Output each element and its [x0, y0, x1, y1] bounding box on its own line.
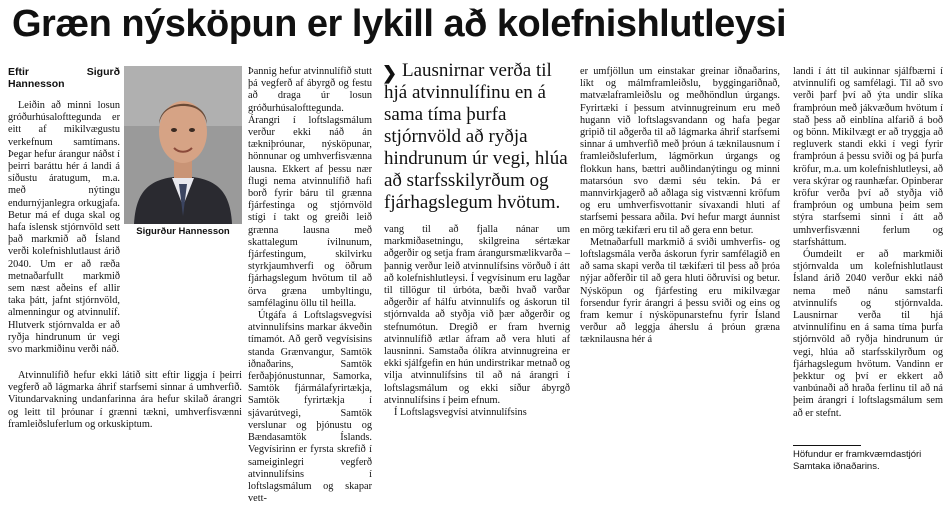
author-photo — [124, 66, 242, 224]
column-1-body — [8, 100, 120, 356]
quote-marker-icon: ❯ — [382, 63, 398, 83]
author-note: Höfundur er framkvæmdastjóri Samtaka iðnaðarins. — [793, 449, 922, 472]
pull-quote — [384, 60, 570, 214]
paragraph: Útgáfa á Loftslagsvegvísi atvinnulífsins markar ákveðin tímamót. Að gerð vegvísisins standa Grænvangur, Samtök iðnaðarins, Samtök ferðaþjónustunnar, Samorka, Samtök fjármálafyrirtækja, Samtök fyrirtækja í sjávarútvegi, Samtök verslunar og þjónustu og Bændasamtök Íslands. Vegvísirinn er fyrsta skrefið í sameiginlegri vegferð atvinnulífsins í loftslagsmálum og skapar vett- — [248, 310, 372, 505]
column-1-lower — [8, 370, 242, 431]
column-1 — [8, 66, 120, 97]
paragraph: Atvinnulífið hefur ekki látið sitt eftir liggja í þeirri vegferð að lágmarka áhrif starfsemi sinnar á umhverfið. Vitundarvakning undanfarinna ára hefur skilað árangri og leitt til þróunar í grænni tækni, umhverfisvænni framleiðsluferlum og orkuskiptum. — [8, 370, 242, 430]
paragraph: Þannig hefur atvinnulífið stutt þá vegferð af ábyrgð og festu að draga úr losun gróðurhúsalofttegunda. Árangri í loftslagsmálum verður ekki náð án tækniþróunar, nýsköpunar, hönnunar og umhverfisvænna lausna. Ekkert af þessu nær flugi nema atvinnulífið hafi borð fyrir báru til grænna fjárfestinga og stjórnvöld stígi í takt og greiði leið grænna lausna með skattalegum ívilnunum, fjárfestingum, skilvirku styrkjaumhverfi og öðrum fjárhagslegum hvötum til að örva græna umbyltingu, samfélaginu öllu til heilla. — [248, 66, 372, 309]
paragraph: Í Loftslagsvegvísi atvinnulífsins — [394, 407, 527, 419]
footer-divider — [793, 445, 861, 446]
column-5 — [793, 66, 943, 420]
portrait-image — [124, 66, 242, 224]
column-3 — [384, 224, 570, 419]
photo-caption: Sigurður Hannesson — [136, 226, 230, 237]
headline: Græn nýsköpun er lykill að kolefnishlutleysi — [12, 3, 787, 45]
pull-quote-text: Lausnirnar verða til hjá atvinnulífinu en á sama tíma þurfa stjórnvöld að ryðja hindrunum úr vegi, hlúa að starfsskilyrðum og fjárhagslegum hvötum. — [384, 60, 568, 213]
column-4 — [580, 66, 780, 347]
paragraph: er umfjöllun um einstakar greinar iðnaðarins, líkt og málmframleiðslu, byggingariðnað, matvælaframleiðslu og meðhöndlun úrgangs. Fyrirtæki í þessum atvinnugreinum eru með hugann við loftslagsvandann og hafa þegar gripið til aðgerða til að lágmarka áhrif starfsemi sinnar á umhverfið með þróun á tæknilausnum í framleiðsluferlum, lágmörkun úrgangs og flokkun hans, bættri auðlindanýtingu og minni matarsóun svo dæmi séu tekin. Þá er mannvirkjagerð að aðlaga sig vistvænni kröfum og eru umhverfisvottanir sívaxandi hluti af starfsemi þessara aðila. Því hefur margt áunnist en mörg tækifæri eru til að gera enn betur. — [580, 66, 780, 236]
paragraph: landi í átt til aukinnar sjálfbærni í atvinnulífi og samfélagi. Til að svo verði þarf því að ýta undir slíka framþróun með jákvæðum hvötum í stað þess að einblína alfarið á boð og bönn. Mikilvægt er að tryggja að regluverk standi ekki í vegi fyrir framþróun á þessu sviði og þá þurfa kröfur, m.a. um kolefnishlutleysi, að vera skýrar og raunhæfar. Opinberar kröfur verða því að styðja við framþróun og umbuna þeim sem stýra starfsemi sinni í átt að umhverfisvænni ferlum og starfsháttum. — [793, 66, 944, 248]
paragraph: Leiðin að minni losun gróðurhúsalofttegunda er eitt af mikilvægustu verkefnum samtímans. Þegar hefur árangur náðst í þeirri baráttu hér á landi á síðustu áratugum, m.a. með nýtingu endurnýjanlegra orkugjafa. Betur má ef duga skal og hafa íslensk stjórnvöld sett það markmið að Ísland verði kolefnishlutlaust árið 2040. Um er að ræða metnaðarfullt markmið sem næst aðeins ef allir taka þátt, jafnt stjórnvöld, almenningur og atvinnulíf. Hlutverk stjórnvalda er að ryðja hindrunum úr vegi svo markmiðinu verði náð. — [8, 100, 120, 356]
paragraph: vang til að fjalla nánar um markmiðasetningu, skilgreina sértækar aðgerðir og setja fram árangursmælikvarða – þannig verður leið atvinnulífsins vörðuð í átt að kolefnishlutleysi. Í vegvísinum eru lagðar til tillögur til úrbóta, bæði hvað varðar aðgerðir af hálfu atvinnulífs og áskorun til stjórnvalda að styðja við þær aðgerðir og stefnumótun. Dregið er fram hvernig atvinnulífið ætlar áfram að vera hluti af lausninni. Samstaða ólíkra atvinnugreina er ekki sjálfgefin en hún undirstrikar metnað og vilja atvinnulífsins til að ná árangri í loftslagsmálum og ekki síður ábyrgð atvinnulífsins í þeim efnum. — [384, 224, 570, 406]
column-2 — [248, 66, 372, 505]
paragraph: Metnaðarfull markmið á sviði umhverfis- og loftslagsmála verða áskorun fyrir samfélagið en að sama skapi verða til tækifæri til þess að þróa nýjar aðferðir til að gera hluti öðruvísi og betur. Nýsköpun og fjárfesting eru mikilvægar forsendur fyrir árangri á þessu sviði og eins og fram kemur í nýsköpunarstefnu fyrir Ísland verður að leggja áherslu á þróun græna tæknilausna hér á — [580, 236, 780, 346]
byline: Eftir Sigurð Hannesson — [8, 66, 120, 91]
paragraph: Óumdeilt er að markmiði stjórnvalda um kolefnishlutlaust Ísland árið 2040 verður ekki náð nema með nánu samstarfi atvinnulífs og stjórnvalda. Lausnirnar verða til hjá atvinnulífinu en á sama tíma þurfa stjórnvöld að ryðja hindrunum úr vegi, hlúa að starfsskilyrðum og fjárhagslegum hvötum. Vandinn er þekktur og því er ekkert að vanbúnaði að hraða ferlinu til að ná þeim árangri í loftslagsmálum sem að er stefnt. — [793, 249, 943, 419]
